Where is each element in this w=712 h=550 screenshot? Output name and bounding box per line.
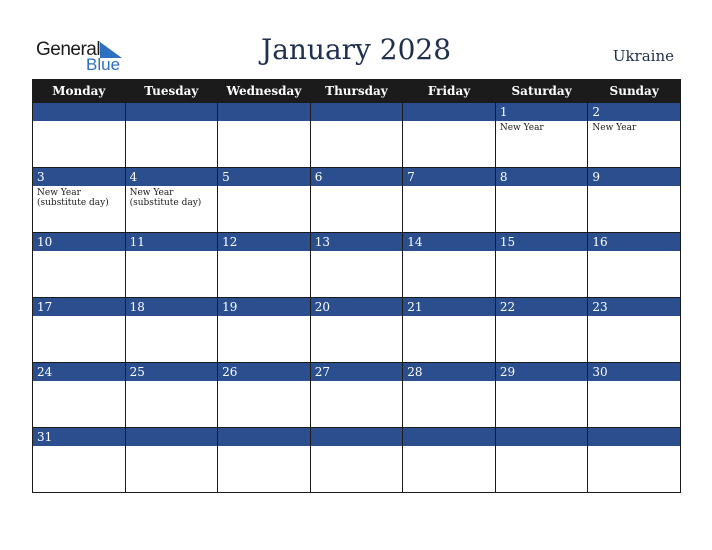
day-cell: [125, 168, 218, 233]
country-label: Ukraine: [612, 47, 674, 65]
day-number: [403, 103, 495, 121]
calendar-grid: [32, 79, 681, 493]
day-number: 18: [126, 298, 218, 316]
day-number: 30: [588, 363, 680, 381]
day-cell: [33, 168, 126, 233]
weekday-header: Thursday: [310, 80, 403, 103]
day-number: 21: [403, 298, 495, 316]
week-row: [33, 103, 681, 168]
day-number: 20: [311, 298, 403, 316]
day-number: 14: [403, 233, 495, 251]
day-number: 8: [496, 168, 588, 186]
weekday-header: Saturday: [495, 80, 588, 103]
holiday-label: New Year (substitute day): [37, 188, 109, 208]
day-cell: [310, 298, 403, 363]
weekday-header: Wednesday: [218, 80, 311, 103]
day-number: 31: [33, 428, 125, 446]
day-number: 22: [496, 298, 588, 316]
day-cell: [218, 428, 311, 493]
day-cell: [33, 428, 126, 493]
day-cell: [310, 103, 403, 168]
day-cell: [588, 298, 681, 363]
day-number: [403, 428, 495, 446]
day-cell: [33, 298, 126, 363]
day-cell: [218, 298, 311, 363]
day-cell: [125, 233, 218, 298]
day-number: 26: [218, 363, 310, 381]
day-number: 25: [126, 363, 218, 381]
day-number: [126, 428, 218, 446]
holiday-label: New Year (substitute day): [129, 188, 202, 208]
day-cell: [125, 363, 218, 428]
day-cell: [588, 103, 681, 168]
logo-blue-text: Blue: [86, 55, 121, 74]
day-cell: [33, 363, 126, 428]
day-cell: [125, 428, 218, 493]
day-cell: [310, 233, 403, 298]
day-number: 11: [126, 233, 218, 251]
day-number: 13: [311, 233, 403, 251]
day-cell: [495, 233, 588, 298]
day-number: 4: [126, 168, 218, 186]
weekday-header-row: [33, 80, 681, 103]
day-number: [126, 103, 218, 121]
day-number: 7: [403, 168, 495, 186]
day-number: 3: [33, 168, 125, 186]
page-title: January 2028: [260, 33, 452, 66]
day-cell: [218, 103, 311, 168]
week-row: [33, 298, 681, 363]
day-cell: [125, 103, 218, 168]
day-cell: [403, 233, 496, 298]
day-cell: [403, 428, 496, 493]
day-number: [218, 103, 310, 121]
calendar-body: [33, 103, 681, 493]
day-cell: [33, 103, 126, 168]
day-cell: [403, 103, 496, 168]
day-cell: [218, 233, 311, 298]
day-cell: [403, 298, 496, 363]
weekday-header: Monday: [33, 80, 126, 103]
day-cell: [310, 428, 403, 493]
day-number: 12: [218, 233, 310, 251]
day-cell: [588, 363, 681, 428]
day-cell: [495, 103, 588, 168]
day-number: 5: [218, 168, 310, 186]
day-number: 19: [218, 298, 310, 316]
day-cell: [495, 363, 588, 428]
day-number: 1: [496, 103, 588, 121]
day-cell: [125, 298, 218, 363]
day-number: 27: [311, 363, 403, 381]
day-number: 16: [588, 233, 680, 251]
day-number: [311, 428, 403, 446]
day-number: 29: [496, 363, 588, 381]
day-number: [311, 103, 403, 121]
day-number: [33, 103, 125, 121]
day-cell: [218, 363, 311, 428]
day-cell: [588, 428, 681, 493]
day-cell: [218, 168, 311, 233]
weekday-header: Tuesday: [125, 80, 218, 103]
day-number: 15: [496, 233, 588, 251]
day-number: 17: [33, 298, 125, 316]
week-row: [33, 233, 681, 298]
weekday-header: Sunday: [588, 80, 681, 103]
day-number: 24: [33, 363, 125, 381]
day-number: 2: [588, 103, 680, 121]
day-cell: [310, 168, 403, 233]
day-number: [218, 428, 310, 446]
day-number: 6: [311, 168, 403, 186]
weekday-header: Friday: [403, 80, 496, 103]
day-cell: [495, 168, 588, 233]
day-number: 10: [33, 233, 125, 251]
day-cell: [588, 168, 681, 233]
holiday-label: New Year: [592, 123, 637, 133]
day-cell: [495, 298, 588, 363]
holiday-label: New Year: [499, 123, 544, 133]
day-number: [496, 428, 588, 446]
day-cell: [33, 233, 126, 298]
day-number: 28: [403, 363, 495, 381]
day-cell: [495, 428, 588, 493]
day-number: 23: [588, 298, 680, 316]
day-cell: [310, 363, 403, 428]
week-row: [33, 168, 681, 233]
day-cell: [588, 233, 681, 298]
week-row: [33, 428, 681, 493]
day-cell: [403, 168, 496, 233]
logo-general-text: General: [36, 39, 101, 60]
day-cell: [403, 363, 496, 428]
day-number: [588, 428, 680, 446]
day-number: 9: [588, 168, 680, 186]
week-row: [33, 363, 681, 428]
